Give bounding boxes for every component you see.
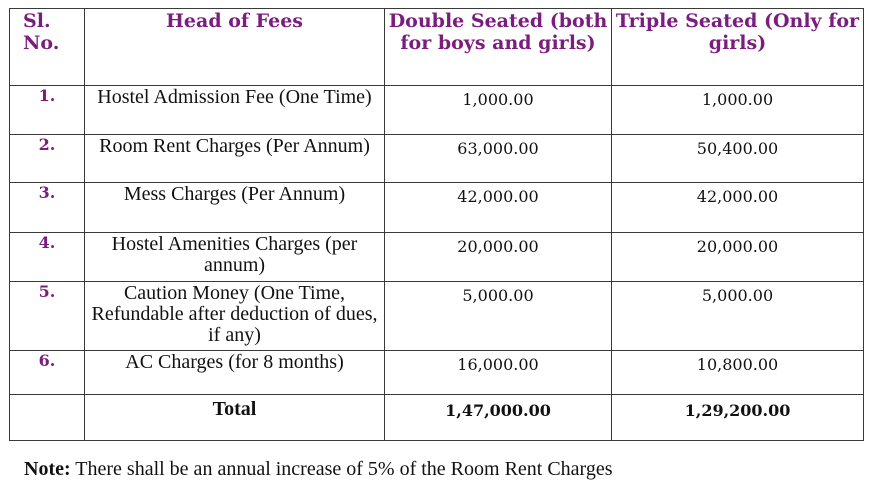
note-text: There shall be an annual increase of 5% of the Room Rent Charges — [70, 458, 613, 480]
row-triple-value: 42,000.00 — [612, 183, 864, 233]
table-row — [10, 233, 864, 282]
row-sl-no: 4. — [10, 233, 85, 282]
row-triple-value: 10,800.00 — [612, 351, 864, 395]
table-row — [10, 86, 864, 135]
table-row — [10, 351, 864, 395]
table-row — [10, 135, 864, 183]
row-double-value: 20,000.00 — [385, 233, 612, 282]
row-head-of-fees: Room Rent Charges (Per Annum) — [85, 135, 385, 183]
row-sl-no: 1. — [10, 86, 85, 135]
header-head-of-fees: Head of Fees — [85, 9, 385, 86]
fee-note — [24, 458, 613, 481]
row-double-value: 16,000.00 — [385, 351, 612, 395]
total-double-value: 1,47,000.00 — [385, 395, 612, 441]
row-triple-value: 1,000.00 — [612, 86, 864, 135]
note-label: Note: — [24, 458, 71, 480]
row-sl-no: 3. — [10, 183, 85, 233]
total-label: Total — [85, 395, 385, 441]
header-double-seated: Double Seated (both for boys and girls) — [385, 9, 612, 86]
row-triple-value: 5,000.00 — [612, 282, 864, 351]
row-double-value: 5,000.00 — [385, 282, 612, 351]
table-row — [10, 282, 864, 351]
row-head-of-fees: Hostel Amenities Charges (per annum) — [85, 233, 385, 282]
row-head-of-fees: Caution Money (One Time, Refundable after deduction of dues, if any) — [85, 282, 385, 351]
row-head-of-fees: AC Charges (for 8 months) — [85, 351, 385, 395]
row-triple-value: 50,400.00 — [612, 135, 864, 183]
row-double-value: 42,000.00 — [385, 183, 612, 233]
header-row — [10, 9, 864, 86]
row-sl-no: 6. — [10, 351, 85, 395]
row-head-of-fees: Hostel Admission Fee (One Time) — [85, 86, 385, 135]
table-row — [10, 183, 864, 233]
row-head-of-fees: Mess Charges (Per Annum) — [85, 183, 385, 233]
total-sl-empty — [10, 395, 85, 441]
row-double-value: 63,000.00 — [385, 135, 612, 183]
header-triple-seated: Triple Seated (Only for girls) — [612, 9, 864, 86]
row-triple-value: 20,000.00 — [612, 233, 864, 282]
hostel-fees-table — [9, 8, 864, 441]
row-sl-no: 2. — [10, 135, 85, 183]
header-sl-no: Sl. No. — [10, 9, 85, 86]
total-row — [10, 395, 864, 441]
total-triple-value: 1,29,200.00 — [612, 395, 864, 441]
row-double-value: 1,000.00 — [385, 86, 612, 135]
row-sl-no: 5. — [10, 282, 85, 351]
